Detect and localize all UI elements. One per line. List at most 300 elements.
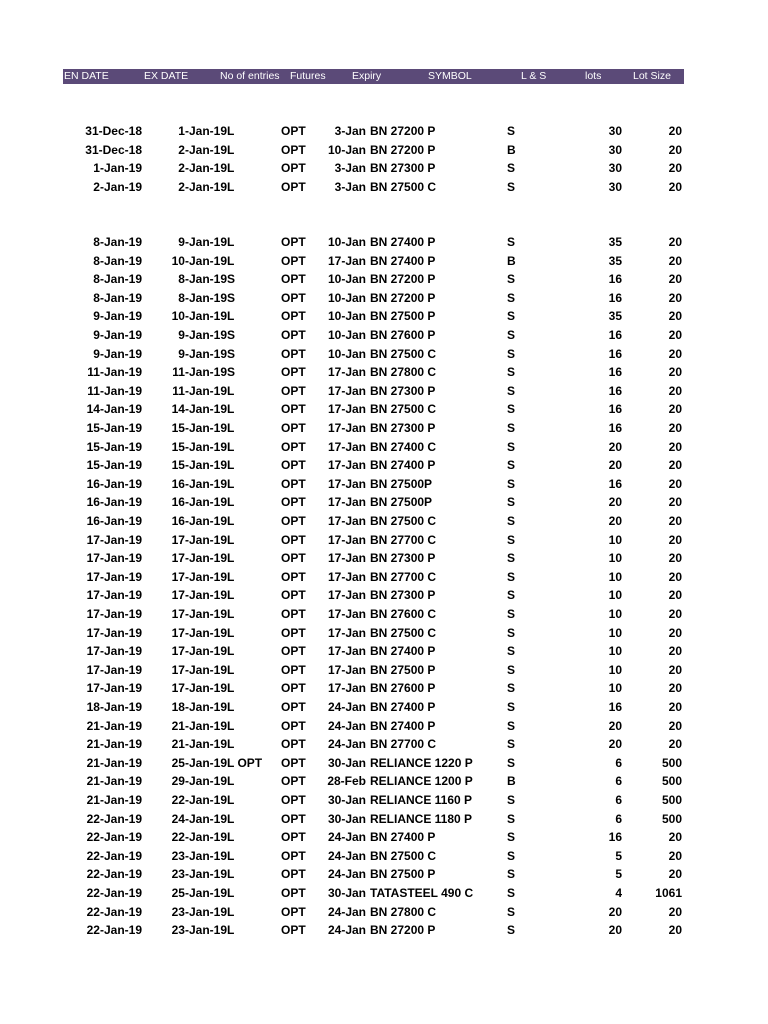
- open-date-cell: 17-Jan-19: [86, 588, 142, 603]
- symbol-cell: BN 27300 P: [370, 383, 436, 398]
- ex-date-cell: 15-Jan-19: [171, 439, 227, 454]
- entry-type-cell: L: [227, 179, 235, 194]
- open-date-cell: 17-Jan-19: [86, 662, 142, 677]
- long-short-cell: S: [507, 309, 516, 324]
- lots-cell: 10: [608, 607, 622, 621]
- ex-date-cell: 10-Jan-19: [171, 309, 227, 324]
- expiry-cell: 10-Jan: [327, 309, 366, 324]
- table-row: [0, 475, 768, 493]
- ex-date-cell: 16-Jan-19: [171, 495, 227, 510]
- long-short-cell: B: [507, 253, 516, 268]
- entry-type-cell: S: [227, 272, 236, 287]
- ex-date-cell: 15-Jan-19: [171, 421, 227, 435]
- header-long-short: L & S: [521, 70, 547, 82]
- futures-cell: OPT: [281, 644, 306, 659]
- lots-cell: 20: [608, 458, 622, 473]
- lots-cell: 16: [608, 830, 622, 845]
- lots-cell: 16: [608, 290, 622, 305]
- entry-type-cell: L: [227, 161, 235, 176]
- entry-type-cell: L: [227, 848, 235, 863]
- futures-cell: OPT: [281, 607, 306, 621]
- entry-type-cell: L: [227, 867, 235, 882]
- lots-cell: 20: [608, 718, 622, 733]
- expiry-cell: 17-Jan: [327, 569, 366, 584]
- lots-cell: 35: [608, 235, 622, 249]
- lot-size-cell: 500: [661, 774, 682, 789]
- symbol-cell: BN 27700 C: [370, 569, 437, 584]
- futures-cell: OPT: [281, 328, 306, 342]
- symbol-cell: BN 27600 C: [370, 607, 437, 621]
- table-row: [0, 493, 768, 511]
- symbol-cell: BN 27500 C: [370, 346, 437, 361]
- futures-cell: OPT: [281, 309, 306, 324]
- ex-date-cell: 23-Jan-19: [171, 848, 227, 863]
- expiry-cell: 17-Jan: [327, 644, 366, 659]
- table-row: [0, 698, 768, 716]
- table-row: [0, 828, 768, 846]
- open-date-cell: 17-Jan-19: [86, 644, 142, 659]
- futures-cell: OPT: [281, 867, 306, 882]
- long-short-cell: B: [507, 142, 516, 157]
- lots-cell: 6: [615, 811, 622, 826]
- lots-cell: 30: [608, 179, 622, 194]
- expiry-cell: 17-Jan: [327, 402, 366, 417]
- futures-cell: OPT: [281, 737, 306, 752]
- lots-cell: 16: [608, 383, 622, 398]
- long-short-cell: S: [507, 607, 516, 621]
- open-date-cell: 21-Jan-19: [86, 793, 142, 807]
- futures-cell: OPT: [281, 235, 306, 249]
- symbol-cell: BN 27200 P: [370, 272, 436, 287]
- table-row: [0, 512, 768, 530]
- lots-cell: 20: [608, 923, 622, 938]
- table-row: [0, 270, 768, 288]
- table-row: [0, 772, 768, 790]
- lots-cell: 10: [608, 588, 622, 603]
- table-row: [0, 363, 768, 381]
- long-short-cell: S: [507, 328, 516, 342]
- symbol-cell: BN 27400 P: [370, 458, 436, 473]
- long-short-cell: S: [507, 551, 516, 566]
- open-date-cell: 8-Jan-19: [93, 272, 142, 287]
- open-date-cell: 15-Jan-19: [86, 439, 142, 454]
- expiry-cell: 10-Jan: [327, 290, 366, 305]
- ex-date-cell: 17-Jan-19: [171, 569, 227, 584]
- long-short-cell: S: [507, 290, 516, 305]
- futures-cell: OPT: [281, 923, 306, 938]
- open-date-cell: 9-Jan-19: [93, 309, 142, 324]
- lot-size-cell: 20: [668, 551, 682, 566]
- expiry-cell: 3-Jan: [334, 161, 366, 176]
- ex-date-cell: 25-Jan-19: [171, 886, 227, 900]
- long-short-cell: S: [507, 588, 516, 603]
- futures-cell: OPT: [281, 848, 306, 863]
- entry-type-cell: L: [227, 476, 235, 491]
- table-row: [0, 456, 768, 474]
- open-date-cell: 31-Dec-18: [85, 142, 142, 157]
- lot-size-cell: 20: [668, 309, 682, 324]
- open-date-cell: 8-Jan-19: [93, 235, 142, 249]
- expiry-cell: 10-Jan: [327, 328, 366, 342]
- open-date-cell: 16-Jan-19: [86, 514, 142, 528]
- lots-cell: 16: [608, 421, 622, 435]
- futures-cell: OPT: [281, 625, 306, 640]
- table-row: [0, 549, 768, 567]
- long-short-cell: S: [507, 346, 516, 361]
- symbol-cell: BN 27200 P: [370, 124, 436, 138]
- table-row: [0, 717, 768, 735]
- futures-cell: OPT: [281, 700, 306, 714]
- open-date-cell: 21-Jan-19: [86, 737, 142, 752]
- table-row: [0, 847, 768, 865]
- long-short-cell: B: [507, 774, 516, 789]
- ex-date-cell: 23-Jan-19: [171, 867, 227, 882]
- expiry-cell: 30-Jan: [327, 793, 366, 807]
- open-date-cell: 22-Jan-19: [86, 923, 142, 938]
- long-short-cell: S: [507, 495, 516, 510]
- lots-cell: 16: [608, 272, 622, 287]
- long-short-cell: S: [507, 458, 516, 473]
- entry-type-cell: S: [227, 365, 236, 380]
- lots-cell: 10: [608, 681, 622, 696]
- expiry-cell: 30-Jan: [327, 886, 366, 900]
- expiry-cell: 17-Jan: [327, 365, 366, 380]
- header-lots: lots: [585, 70, 602, 82]
- long-short-cell: S: [507, 439, 516, 454]
- lot-size-cell: 500: [661, 755, 682, 770]
- open-date-cell: 17-Jan-19: [86, 681, 142, 696]
- long-short-cell: S: [507, 532, 516, 547]
- expiry-cell: 10-Jan: [327, 142, 366, 157]
- lot-size-cell: 20: [668, 458, 682, 473]
- symbol-cell: BN 27500 C: [370, 179, 437, 194]
- entry-type-cell: L: [227, 904, 235, 919]
- entry-type-cell: L: [227, 774, 235, 789]
- lot-size-cell: 20: [668, 607, 682, 621]
- table-row: [0, 122, 768, 140]
- ex-date-cell: 17-Jan-19: [171, 662, 227, 677]
- entry-type-cell: L: [227, 532, 235, 547]
- entry-type-cell: L: [227, 514, 235, 528]
- ex-date-cell: 14-Jan-19: [171, 402, 227, 417]
- long-short-cell: S: [507, 793, 516, 807]
- futures-cell: OPT: [281, 124, 306, 138]
- ex-date-cell: 9-Jan-19: [178, 346, 227, 361]
- futures-cell: OPT: [281, 830, 306, 845]
- ex-date-cell: 9-Jan-19: [178, 328, 227, 342]
- lots-cell: 10: [608, 625, 622, 640]
- lots-cell: 6: [615, 793, 622, 807]
- long-short-cell: S: [507, 161, 516, 176]
- table-row: [0, 791, 768, 809]
- futures-cell: OPT: [281, 681, 306, 696]
- expiry-cell: 28-Feb: [327, 774, 366, 789]
- expiry-cell: 24-Jan: [327, 737, 366, 752]
- futures-cell: OPT: [281, 588, 306, 603]
- ex-date-cell: 1-Jan-19: [178, 124, 227, 138]
- symbol-cell: BN 27700 C: [370, 532, 437, 547]
- ex-date-cell: 8-Jan-19: [178, 290, 227, 305]
- lots-cell: 5: [615, 848, 622, 863]
- lot-size-cell: 20: [668, 718, 682, 733]
- lots-cell: 20: [608, 495, 622, 510]
- expiry-cell: 24-Jan: [327, 700, 366, 714]
- symbol-cell: BN 27300 P: [370, 161, 436, 176]
- open-date-cell: 21-Jan-19: [86, 755, 142, 770]
- symbol-cell: BN 27600 P: [370, 681, 436, 696]
- long-short-cell: S: [507, 886, 516, 900]
- symbol-cell: BN 27400 P: [370, 718, 436, 733]
- long-short-cell: S: [507, 179, 516, 194]
- lot-size-cell: 20: [668, 124, 682, 138]
- futures-cell: OPT: [281, 476, 306, 491]
- long-short-cell: S: [507, 811, 516, 826]
- lots-cell: 35: [608, 253, 622, 268]
- ex-date-cell: 17-Jan-19: [171, 588, 227, 603]
- open-date-cell: 11-Jan-19: [87, 365, 142, 380]
- header-open-date: EN DATE: [64, 70, 109, 82]
- expiry-cell: 30-Jan: [327, 811, 366, 826]
- lots-cell: 10: [608, 644, 622, 659]
- long-short-cell: S: [507, 662, 516, 677]
- open-date-cell: 11-Jan-19: [87, 383, 142, 398]
- symbol-cell: RELIANCE 1200 P: [370, 774, 473, 789]
- entry-type-cell: L: [227, 886, 235, 900]
- lot-size-cell: 20: [668, 625, 682, 640]
- symbol-cell: BN 27400 P: [370, 235, 436, 249]
- expiry-cell: 17-Jan: [327, 458, 366, 473]
- expiry-cell: 17-Jan: [327, 439, 366, 454]
- lot-size-cell: 20: [668, 365, 682, 380]
- table-row: [0, 661, 768, 679]
- expiry-cell: 17-Jan: [327, 253, 366, 268]
- entry-type-cell: L: [227, 681, 235, 696]
- long-short-cell: S: [507, 700, 516, 714]
- table-header: [63, 69, 684, 84]
- table-row: [0, 326, 768, 344]
- open-date-cell: 14-Jan-19: [86, 402, 142, 417]
- symbol-cell: BN 27300 P: [370, 551, 436, 566]
- open-date-cell: 21-Jan-19: [86, 774, 142, 789]
- lot-size-cell: 20: [668, 383, 682, 398]
- symbol-cell: BN 27300 P: [370, 421, 436, 435]
- entry-type-cell: L: [227, 235, 235, 249]
- lot-size-cell: 20: [668, 476, 682, 491]
- lot-size-cell: 20: [668, 923, 682, 938]
- open-date-cell: 22-Jan-19: [86, 904, 142, 919]
- lot-size-cell: 20: [668, 867, 682, 882]
- futures-cell: OPT: [281, 383, 306, 398]
- lot-size-cell: 20: [668, 272, 682, 287]
- lots-cell: 10: [608, 662, 622, 677]
- lot-size-cell: 20: [668, 235, 682, 249]
- futures-cell: OPT: [281, 886, 306, 900]
- long-short-cell: S: [507, 625, 516, 640]
- ex-date-cell: 17-Jan-19: [171, 607, 227, 621]
- ex-date-cell: 10-Jan-19: [171, 253, 227, 268]
- lot-size-cell: 20: [668, 848, 682, 863]
- table-row: [0, 400, 768, 418]
- symbol-cell: BN 27400 C: [370, 439, 437, 454]
- entry-type-cell: S: [227, 346, 236, 361]
- symbol-cell: BN 27600 P: [370, 328, 436, 342]
- entry-type-cell: L: [227, 142, 235, 157]
- futures-cell: OPT: [281, 551, 306, 566]
- open-date-cell: 8-Jan-19: [93, 253, 142, 268]
- long-short-cell: S: [507, 272, 516, 287]
- symbol-cell: BN 27700 C: [370, 737, 437, 752]
- lot-size-cell: 20: [668, 439, 682, 454]
- ex-date-cell: 2-Jan-19: [178, 142, 227, 157]
- lot-size-cell: 20: [668, 532, 682, 547]
- lot-size-cell: 20: [668, 179, 682, 194]
- long-short-cell: S: [507, 848, 516, 863]
- symbol-cell: BN 27500 P: [370, 867, 436, 882]
- lots-cell: 16: [608, 346, 622, 361]
- futures-cell: OPT: [281, 290, 306, 305]
- symbol-cell: BN 27500 C: [370, 402, 437, 417]
- expiry-cell: 24-Jan: [327, 848, 366, 863]
- lot-size-cell: 20: [668, 569, 682, 584]
- entry-type-cell: L: [227, 737, 235, 752]
- table-row: [0, 345, 768, 363]
- long-short-cell: S: [507, 365, 516, 380]
- futures-cell: OPT: [281, 253, 306, 268]
- table-row: [0, 382, 768, 400]
- expiry-cell: 17-Jan: [327, 476, 366, 491]
- long-short-cell: S: [507, 644, 516, 659]
- open-date-cell: 22-Jan-19: [86, 886, 142, 900]
- ex-date-cell: 23-Jan-19: [171, 904, 227, 919]
- lot-size-cell: 20: [668, 402, 682, 417]
- expiry-cell: 17-Jan: [327, 625, 366, 640]
- long-short-cell: S: [507, 569, 516, 584]
- lots-cell: 20: [608, 439, 622, 454]
- ex-date-cell: 17-Jan-19: [171, 681, 227, 696]
- open-date-cell: 1-Jan-19: [93, 161, 142, 176]
- open-date-cell: 22-Jan-19: [86, 848, 142, 863]
- lots-cell: 20: [608, 904, 622, 919]
- open-date-cell: 15-Jan-19: [86, 458, 142, 473]
- futures-cell: OPT: [281, 272, 306, 287]
- entry-type-cell: S: [227, 328, 236, 342]
- entry-type-cell: L: [227, 402, 235, 417]
- table-row: [0, 141, 768, 159]
- table-row: [0, 438, 768, 456]
- symbol-cell: BN 27300 P: [370, 588, 436, 603]
- long-short-cell: S: [507, 755, 516, 770]
- entry-type-cell: L: [227, 662, 235, 677]
- expiry-cell: 10-Jan: [327, 346, 366, 361]
- long-short-cell: S: [507, 737, 516, 752]
- open-date-cell: 17-Jan-19: [86, 569, 142, 584]
- ex-date-cell: 17-Jan-19: [171, 551, 227, 566]
- expiry-cell: 17-Jan: [327, 551, 366, 566]
- symbol-cell: BN 27500P: [370, 495, 433, 510]
- futures-cell: OPT: [281, 718, 306, 733]
- expiry-cell: 17-Jan: [327, 532, 366, 547]
- expiry-cell: 17-Jan: [327, 607, 366, 621]
- symbol-cell: BN 27200 P: [370, 142, 436, 157]
- ex-date-cell: 21-Jan-19: [171, 737, 227, 752]
- lot-size-cell: 20: [668, 161, 682, 176]
- lot-size-cell: 20: [668, 421, 682, 435]
- entry-type-cell: L OPT: [227, 755, 263, 770]
- symbol-cell: RELIANCE 1160 P: [370, 793, 473, 807]
- symbol-cell: BN 27500 C: [370, 625, 437, 640]
- ex-date-cell: 11-Jan-19: [172, 383, 227, 398]
- long-short-cell: S: [507, 923, 516, 938]
- entry-type-cell: L: [227, 253, 235, 268]
- header-futures: Futures: [290, 70, 326, 82]
- futures-cell: OPT: [281, 495, 306, 510]
- open-date-cell: 17-Jan-19: [86, 625, 142, 640]
- lots-cell: 16: [608, 365, 622, 380]
- ex-date-cell: 17-Jan-19: [171, 532, 227, 547]
- long-short-cell: S: [507, 421, 516, 435]
- table-row: [0, 159, 768, 177]
- ex-date-cell: 24-Jan-19: [171, 811, 227, 826]
- ex-date-cell: 9-Jan-19: [178, 235, 227, 249]
- lots-cell: 10: [608, 532, 622, 547]
- expiry-cell: 17-Jan: [327, 662, 366, 677]
- entry-type-cell: S: [227, 290, 236, 305]
- lots-cell: 6: [615, 755, 622, 770]
- entry-type-cell: L: [227, 439, 235, 454]
- futures-cell: OPT: [281, 569, 306, 584]
- entry-type-cell: L: [227, 495, 235, 510]
- futures-cell: OPT: [281, 402, 306, 417]
- table-row: [0, 679, 768, 697]
- entry-type-cell: L: [227, 644, 235, 659]
- ex-date-cell: 23-Jan-19: [171, 923, 227, 938]
- entry-type-cell: L: [227, 309, 235, 324]
- futures-cell: OPT: [281, 904, 306, 919]
- lot-size-cell: 20: [668, 514, 682, 528]
- lot-size-cell: 20: [668, 644, 682, 659]
- symbol-cell: TATASTEEL 490 C: [370, 886, 474, 900]
- table-row: [0, 178, 768, 196]
- symbol-cell: BN 27200 P: [370, 290, 436, 305]
- symbol-cell: BN 27400 P: [370, 830, 436, 845]
- expiry-cell: 17-Jan: [327, 588, 366, 603]
- open-date-cell: 9-Jan-19: [93, 346, 142, 361]
- symbol-cell: BN 27400 P: [370, 644, 436, 659]
- entry-type-cell: L: [227, 124, 235, 138]
- lots-cell: 10: [608, 551, 622, 566]
- lot-size-cell: 20: [668, 700, 682, 714]
- table-row: [0, 921, 768, 939]
- open-date-cell: 16-Jan-19: [86, 476, 142, 491]
- symbol-cell: BN 27500 P: [370, 309, 436, 324]
- open-date-cell: 22-Jan-19: [86, 867, 142, 882]
- expiry-cell: 17-Jan: [327, 495, 366, 510]
- open-date-cell: 31-Dec-18: [85, 124, 142, 138]
- ex-date-cell: 17-Jan-19: [171, 625, 227, 640]
- table-row: [0, 735, 768, 753]
- lot-size-cell: 20: [668, 830, 682, 845]
- futures-cell: OPT: [281, 811, 306, 826]
- futures-cell: OPT: [281, 662, 306, 677]
- long-short-cell: S: [507, 476, 516, 491]
- lot-size-cell: 500: [661, 793, 682, 807]
- lot-size-cell: 20: [668, 495, 682, 510]
- futures-cell: OPT: [281, 439, 306, 454]
- entry-type-cell: L: [227, 383, 235, 398]
- ex-date-cell: 8-Jan-19: [178, 272, 227, 287]
- entry-type-cell: L: [227, 607, 235, 621]
- entry-type-cell: L: [227, 569, 235, 584]
